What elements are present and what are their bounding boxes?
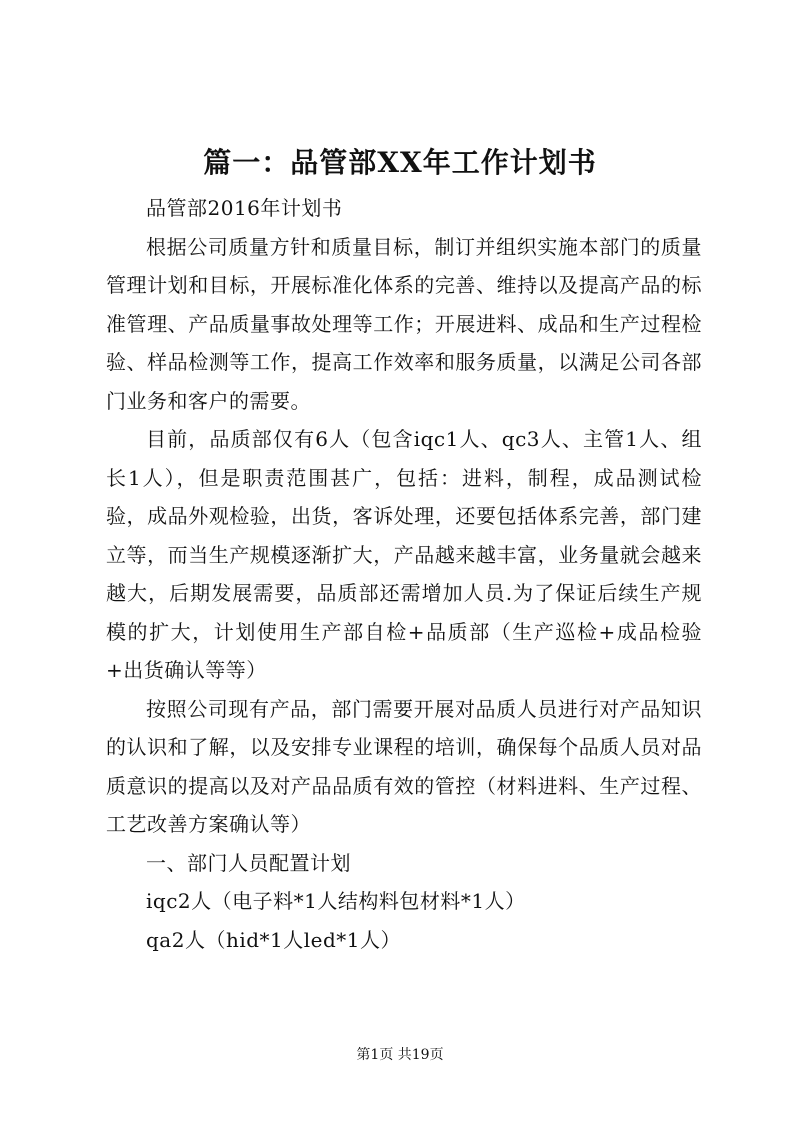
paragraph-training: 按照公司现有产品，部门需要开展对品质人员进行对产品知识的认识和了解，以及安排专业课程的培训，确保每个品质人员对品质意识的提高以及对产品品质有效的管控（材料进料、生产过程、工艺改善方案确认等） — [106, 696, 702, 836]
document-title: 篇一：品管部XX年工作计划书 — [203, 146, 597, 179]
page-number-label: 第1页 共19页 — [356, 1047, 444, 1063]
document-body — [106, 189, 702, 959]
staffing-item-iqc: iqc2人（电子料*1人结构料包材料*1人） — [146, 889, 526, 913]
paragraph-intro: 根据公司质量方针和质量目标，制订并组织实施本部门的质量管理计划和目标，开展标准化体系的完善、维持以及提高产品的标准管理、产品质量事故处理等工作；开展进料、成品和生产过程检验、样品检测等工作，提高工作效率和服务质量，以满足公司各部门业务和客户的需要。 — [106, 234, 702, 413]
page-footer — [0, 1045, 800, 1065]
paragraph-plan-heading: 品管部2016年计划书 — [146, 196, 343, 220]
paragraph-current-status: 目前，品质部仅有6人（包含iqc1人、qc3人、主管1人、组长1人），但是职责范围甚广，包括：进料，制程，成品测试检验，成品外观检验，出货，客诉处理，还要包括体系完善，部门建立等，而当生产规模逐渐扩大，产品越来越丰富，业务量就会越来越大，后期发展需要，品质部还需增加人员.为了保证后续生产规模的扩大，计划使用生产部自检+品质部（生产巡检+成品检验+出货确认等等） — [106, 427, 702, 682]
staffing-item-qa: qa2人（hid*1人led*1人） — [146, 927, 402, 952]
section-heading-staffing: 一、部门人员配置计划 — [146, 850, 351, 875]
